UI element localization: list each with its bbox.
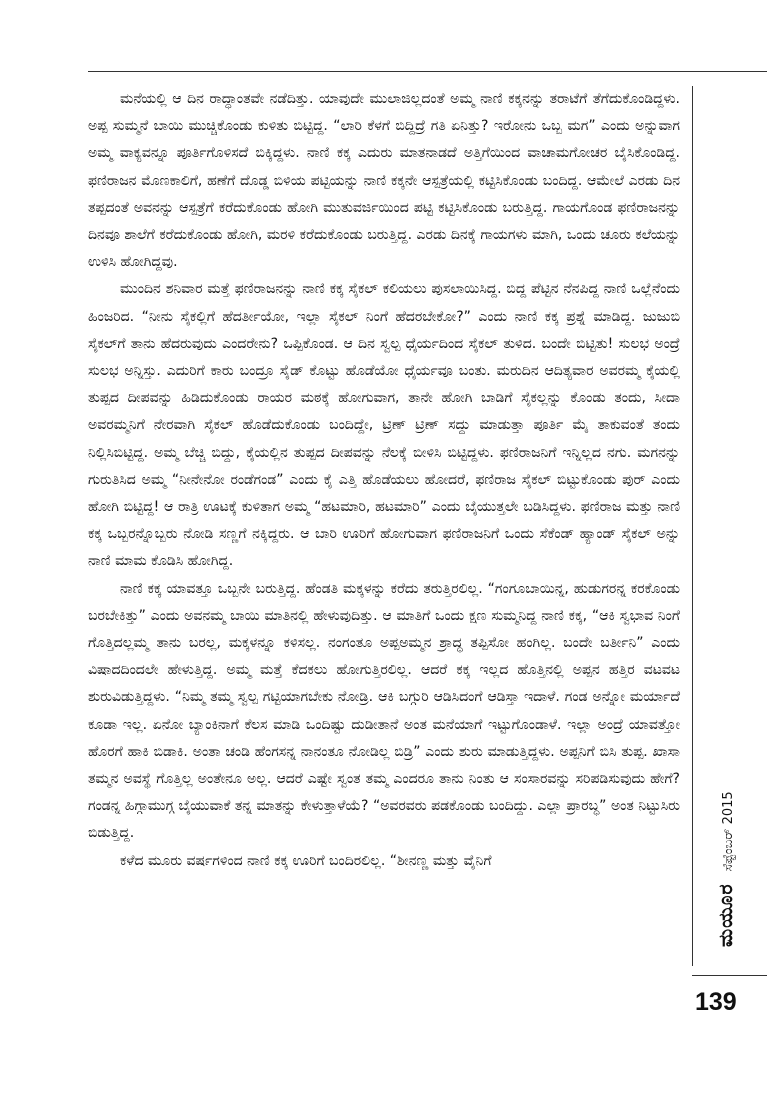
margin-rule bbox=[692, 86, 693, 966]
article-body bbox=[88, 86, 680, 875]
paragraph: ಕಳೆದ ಮೂರು ವರ್ಷಗಳಿಂದ ನಾಣಿ ಕಕ್ಕ ಊರಿಗೆ ಬಂದಿರಲಿಲ್ಲ. “ಶೀನಣ್ಣ ಮತ್ತು ವೈನಿಗೆ bbox=[120, 852, 492, 869]
magazine-masthead bbox=[715, 791, 737, 947]
footer-rule bbox=[692, 975, 767, 976]
page-number: 139 bbox=[695, 988, 737, 1016]
paragraph: ಮುಂದಿನ ಶನಿವಾರ ಮತ್ತೆ ಫಣಿರಾಜನನ್ನು ನಾಣಿ ಕಕ್ಕ ಸೈಕಲ್ ಕಲಿಯಲು ಪುಸಲಾಯಿಸಿದ್ದ. ಬಿದ್ದ ಪೆಟ್ಟಿನ ನೆನಪಿದ್ದ ನಾಣಿ ಒಲ್ಲೆನೆಂದು ಹಿಂಜರಿದ. “ನೀನು ಸೈಕಲ್ಲಿಗೆ ಹೆದರ್ತೀಯೋ, ಇಲ್ಲಾ ಸೈಕಲ್ ನಿಂಗೆ ಹೆದರಬೇಕೋ?” ಎಂದು ನಾಣಿ ಕಕ್ಕ ಪ್ರಶ್ನೆ ಮಾಡಿದ್ದ. ಜುಜುಬಿ ಸೈಕಲ್‌ಗೆ ತಾನು ಹೆದರುವುದು ಎಂದರೇನು? ಒಪ್ಪಿಕೊಂಡ. ಆ ದಿನ ಸ್ವಲ್ಪ ಧೈರ್ಯದಿಂದ ಸೈಕಲ್ ತುಳಿದ. ಬಂದೇ ಬಿಟ್ಟಿತು! ಸುಲಭ ಅಂದ್ರೆ ಸುಲಭ ಅನ್ನಿಸ್ತು. ಎದುರಿಗೆ ಕಾರು ಬಂದ್ರೂ ಸೈಡ್ ಕೊಟ್ಟು ಹೊಡೆಯೋ ಧೈರ್ಯವೂ ಬಂತು. ಮರುದಿನ ಆದಿತ್ಯವಾರ ಅವರಮ್ಮ ಕೈಯಲ್ಲಿ ತುಪ್ಪದ ದೀಪವನ್ನು ಹಿಡಿದುಕೊಂಡು ರಾಯರ ಮಠಕ್ಕೆ ಹೋಗುವಾಗ, ತಾನೇ ಹೋಗಿ ಬಾಡಿಗೆ ಸೈಕಲ್ಲನ್ನು ಕೊಂಡು ತಂದು, ಸೀದಾ ಅವರಮ್ಮನಿಗೆ ನೇರವಾಗಿ ಸೈಕಲ್ ಹೊಡೆದುಕೊಂಡು ಬಂದಿದ್ದೇ, ಟ್ರಿಣ್ ಟ್ರಿಣ್ ಸದ್ದು ಮಾಡುತ್ತಾ ಪೂರ್ತಿ ಮೈ ತಾಕುವಂತೆ ತಂದು ನಿಲ್ಲಿಸಿಬಿಟ್ಟಿದ್ದ. ಅಮ್ಮ ಬೆಚ್ಚಿ ಬಿದ್ದು, ಕೈಯಲ್ಲಿನ ತುಪ್ಪದ ದೀಪವನ್ನು ನೆಲಕ್ಕೆ ಬೀಳಿಸಿ ಬಿಟ್ಟಿದ್ದಳು. ಫಣಿರಾಜನಿಗೆ ಇನ್ನಿಲ್ಲದ ನಗು. ಮಗನನ್ನು ಗುರುತಿಸಿದ ಅಮ್ಮ “ನೀನೇನೋ ರಂಡೆಗಂಡ” ಎಂದು ಕೈ ಎತ್ತಿ ಹೊಡೆಯಲು ಹೋದರೆ, ಫಣಿರಾಜ ಸೈಕಲ್ ಬಿಟ್ಟುಕೊಂಡು ಪುರ್ ಎಂದು ಹೋಗಿ ಬಿಟ್ಟಿದ್ದ! ಆ ರಾತ್ರಿ ಊಟಕ್ಕೆ ಕುಳಿತಾಗ ಅಮ್ಮ “ಹಟಮಾರಿ, ಹಟಮಾರಿ” ಎಂದು ಬೈಯುತ್ತಲೇ ಬಡಿಸಿದ್ದಳು. ಫಣಿರಾಜ ಮತ್ತು ನಾಣಿ ಕಕ್ಕ ಒಬ್ಬರನ್ನೊಬ್ಬರು ನೋಡಿ ಸಣ್ಣಗೆ ನಕ್ಕಿದ್ದರು. ಆ ಬಾರಿ ಊರಿಗೆ ಹೋಗುವಾಗ ಫಣಿರಾಜನಿಗೆ ಒಂದು ಸೆಕೆಂಡ್ ಹ್ಯಾಂಡ್ ಸೈಕಲ್ ಅನ್ನು ನಾಣಿ ಮಾಮ ಕೊಡಿಸಿ ಹೋಗಿದ್ದ. bbox=[88, 281, 680, 570]
issue-date: ಸೆಪ್ಟೆಂಬರ್ 2015 bbox=[721, 791, 736, 872]
paragraph: ಮನೆಯಲ್ಲಿ ಆ ದಿನ ರಾದ್ಧಾಂತವೇ ನಡೆದಿತ್ತು. ಯಾವುದೇ ಮುಲಾಜಿಲ್ಲದಂತೆ ಅಮ್ಮ ನಾಣಿ ಕಕ್ಕನನ್ನು ತರಾಟೆಗೆ ತೆಗೆದುಕೊಂಡಿದ್ದಳು. ಅಪ್ಪ ಸುಮ್ಮನೆ ಬಾಯಿ ಮುಚ್ಚಿಕೊಂಡು ಕುಳಿತು ಬಿಟ್ಟಿದ್ದ. “ಲಾರಿ ಕೆಳಗೆ ಬಿದ್ದಿದ್ರೆ ಗತಿ ಏನಿತ್ತು? ಇರೋನು ಒಬ್ಬ ಮಗ” ಎಂದು ಅನ್ನುವಾಗ ಅಮ್ಮ ವಾಕ್ಯವನ್ನೂ ಪೂರ್ತಿಗೊಳಿಸದೆ ಬಿಕ್ಕಿದ್ದಳು. ನಾಣಿ ಕಕ್ಕ ಎದುರು ಮಾತನಾಡದೆ ಅತ್ತಿಗೆಯಿಂದ ವಾಚಾಮಗೋಚರ ಬೈಸಿಕೊಂಡಿದ್ದ. ಫಣಿರಾಜನ ಮೊಣಕಾಲಿಗೆ, ಹಣೆಗೆ ದೊಡ್ಡ ಬಿಳಿಯ ಪಟ್ಟಿಯನ್ನು ನಾಣಿ ಕಕ್ಕನೇ ಆಸ್ಪತ್ರೆಯಲ್ಲಿ ಕಟ್ಟಿಸಿಕೊಂಡು ಬಂದಿದ್ದ. ಆಮೇಲೆ ಎರಡು ದಿನ ತಪ್ಪದಂತೆ ಅವನನ್ನು ಆಸ್ಪತ್ರೆಗೆ ಕರೆದುಕೊಂಡು ಹೋಗಿ ಮುತುವರ್ಜಿಯಿಂದ ಪಟ್ಟಿ ಕಟ್ಟಿಸಿಕೊಂಡು ಬರುತ್ತಿದ್ದ. ಗಾಯಗೊಂಡ ಫಣಿರಾಜನನ್ನು ದಿನವೂ ಶಾಲೆಗೆ ಕರೆದುಕೊಂಡು ಹೋಗಿ, ಮರಳಿ ಕರೆದುಕೊಂಡು ಬರುತ್ತಿದ್ದ. ಎರಡು ದಿನಕ್ಕೆ ಗಾಯಗಳು ಮಾಗಿ, ಒಂದು ಚೂರು ಕಲೆಯನ್ನು ಉಳಿಸಿ ಹೋಗಿದ್ದವು. bbox=[88, 91, 680, 271]
magazine-logo: ಮಯೂರ bbox=[715, 883, 737, 947]
header-rule bbox=[88, 71, 767, 72]
paragraph: ನಾಣಿ ಕಕ್ಕ ಯಾವತ್ತೂ ಒಬ್ಬನೇ ಬರುತ್ತಿದ್ದ. ಹೆಂಡತಿ ಮಕ್ಕಳನ್ನು ಕರೆದು ತರುತ್ತಿರಲಿಲ್ಲ. “ಗಂಗೂಬಾಯಿನ್ನ, ಹುಡುಗರನ್ನ ಕರಕೊಂಡು ಬರಬೇಕಿತ್ತು” ಎಂದು ಅವನಮ್ಮ ಬಾಯಿ ಮಾತಿನಲ್ಲಿ ಹೇಳುವುದಿತ್ತು. ಆ ಮಾತಿಗೆ ಒಂದು ಕ್ಷಣ ಸುಮ್ಮನಿದ್ದ ನಾಣಿ ಕಕ್ಕ, “ಆಕಿ ಸ್ವಭಾವ ನಿಂಗೆ ಗೊತ್ತಿದಲ್ಲಮ್ಮ ತಾನು ಬರಲ್ಲ, ಮಕ್ಕಳನ್ನೂ ಕಳಿಸಲ್ಲ. ನಂಗಂತೂ ಅಪ್ಪಅಮ್ಮನ ಶ್ರಾದ್ಧ ತಪ್ಪಿಸೋ ಹಂಗಿಲ್ಲ. ಬಂದೇ ಬರ್ತೀನಿ” ಎಂದು ವಿಷಾದದಿಂದಲೇ ಹೇಳುತ್ತಿದ್ದ. ಅಮ್ಮ ಮತ್ತೆ ಕೆದಕಲು ಹೋಗುತ್ತಿರಲಿಲ್ಲ. ಆದರೆ ಕಕ್ಕ ಇಲ್ಲದ ಹೊತ್ತಿನಲ್ಲಿ ಅಪ್ಪನ ಹತ್ತಿರ ವಟವಟ ಶುರುವಿಡುತ್ತಿದ್ದಳು. “ನಿಮ್ಮ ತಮ್ಮ ಸ್ವಲ್ಪ ಗಟ್ಟಿಯಾಗಬೇಕು ನೋಡ್ರಿ. ಆಕಿ ಬಗ್ಗುರಿ ಆಡಿಸಿದಂಗೆ ಆಡಿಸ್ತಾ ಇದಾಳೆ. ಗಂಡ ಅನ್ನೋ ಮರ್ಯಾದೆ ಕೂಡಾ ಇಲ್ಲ. ಏನೋ ಬ್ಯಾಂಕಿನಾಗೆ ಕೆಲಸ ಮಾಡಿ ಒಂದಿಷ್ಟು ದುಡೀತಾನೆ ಅಂತ ಮನೆಯಾಗೆ ಇಟ್ಟುಗೊಂಡಾಳೆ. ಇಲ್ಲಾ ಅಂದ್ರೆ ಯಾವತ್ತೋ ಹೊರಗೆ ಹಾಕಿ ಬಿಡಾಕಿ. ಅಂತಾ ಚಂಡಿ ಹೆಂಗಸನ್ನ ನಾನಂತೂ ನೋಡಿಲ್ಲ ಬಿಡ್ರಿ” ಎಂದು ಶುರು ಮಾಡುತ್ತಿದ್ದಳು. ಅಪ್ಪನಿಗೆ ಬಿಸಿ ತುಪ್ಪ. ಖಾಸಾ ತಮ್ಮನ ಅವಸ್ಥೆ ಗೊತ್ತಿಲ್ಲ ಅಂತೇನೂ ಅಲ್ಲ. ಆದರೆ ಎಷ್ಟೇ ಸ್ವಂತ ತಮ್ಮ ಎಂದರೂ ತಾನು ನಿಂತು ಆ ಸಂಸಾರವನ್ನು ಸರಿಪಡಿಸುವುದು ಹೇಗೆ? ಗಂಡನ್ನ ಹಿಗ್ಗಾಮುಗ್ಗ ಬೈಯುವಾಕೆ ತನ್ನ ಮಾತನ್ನು ಕೇಳುತ್ತಾಳೆಯೆ? “ಅವರವರು ಪಡಕೊಂಡು ಬಂದಿದ್ದು. ಎಲ್ಲಾ ಪ್ರಾರಬ್ಧ” ಅಂತ ನಿಟ್ಟುಸಿರು ಬಿಡುತ್ತಿದ್ದ. bbox=[88, 580, 680, 842]
